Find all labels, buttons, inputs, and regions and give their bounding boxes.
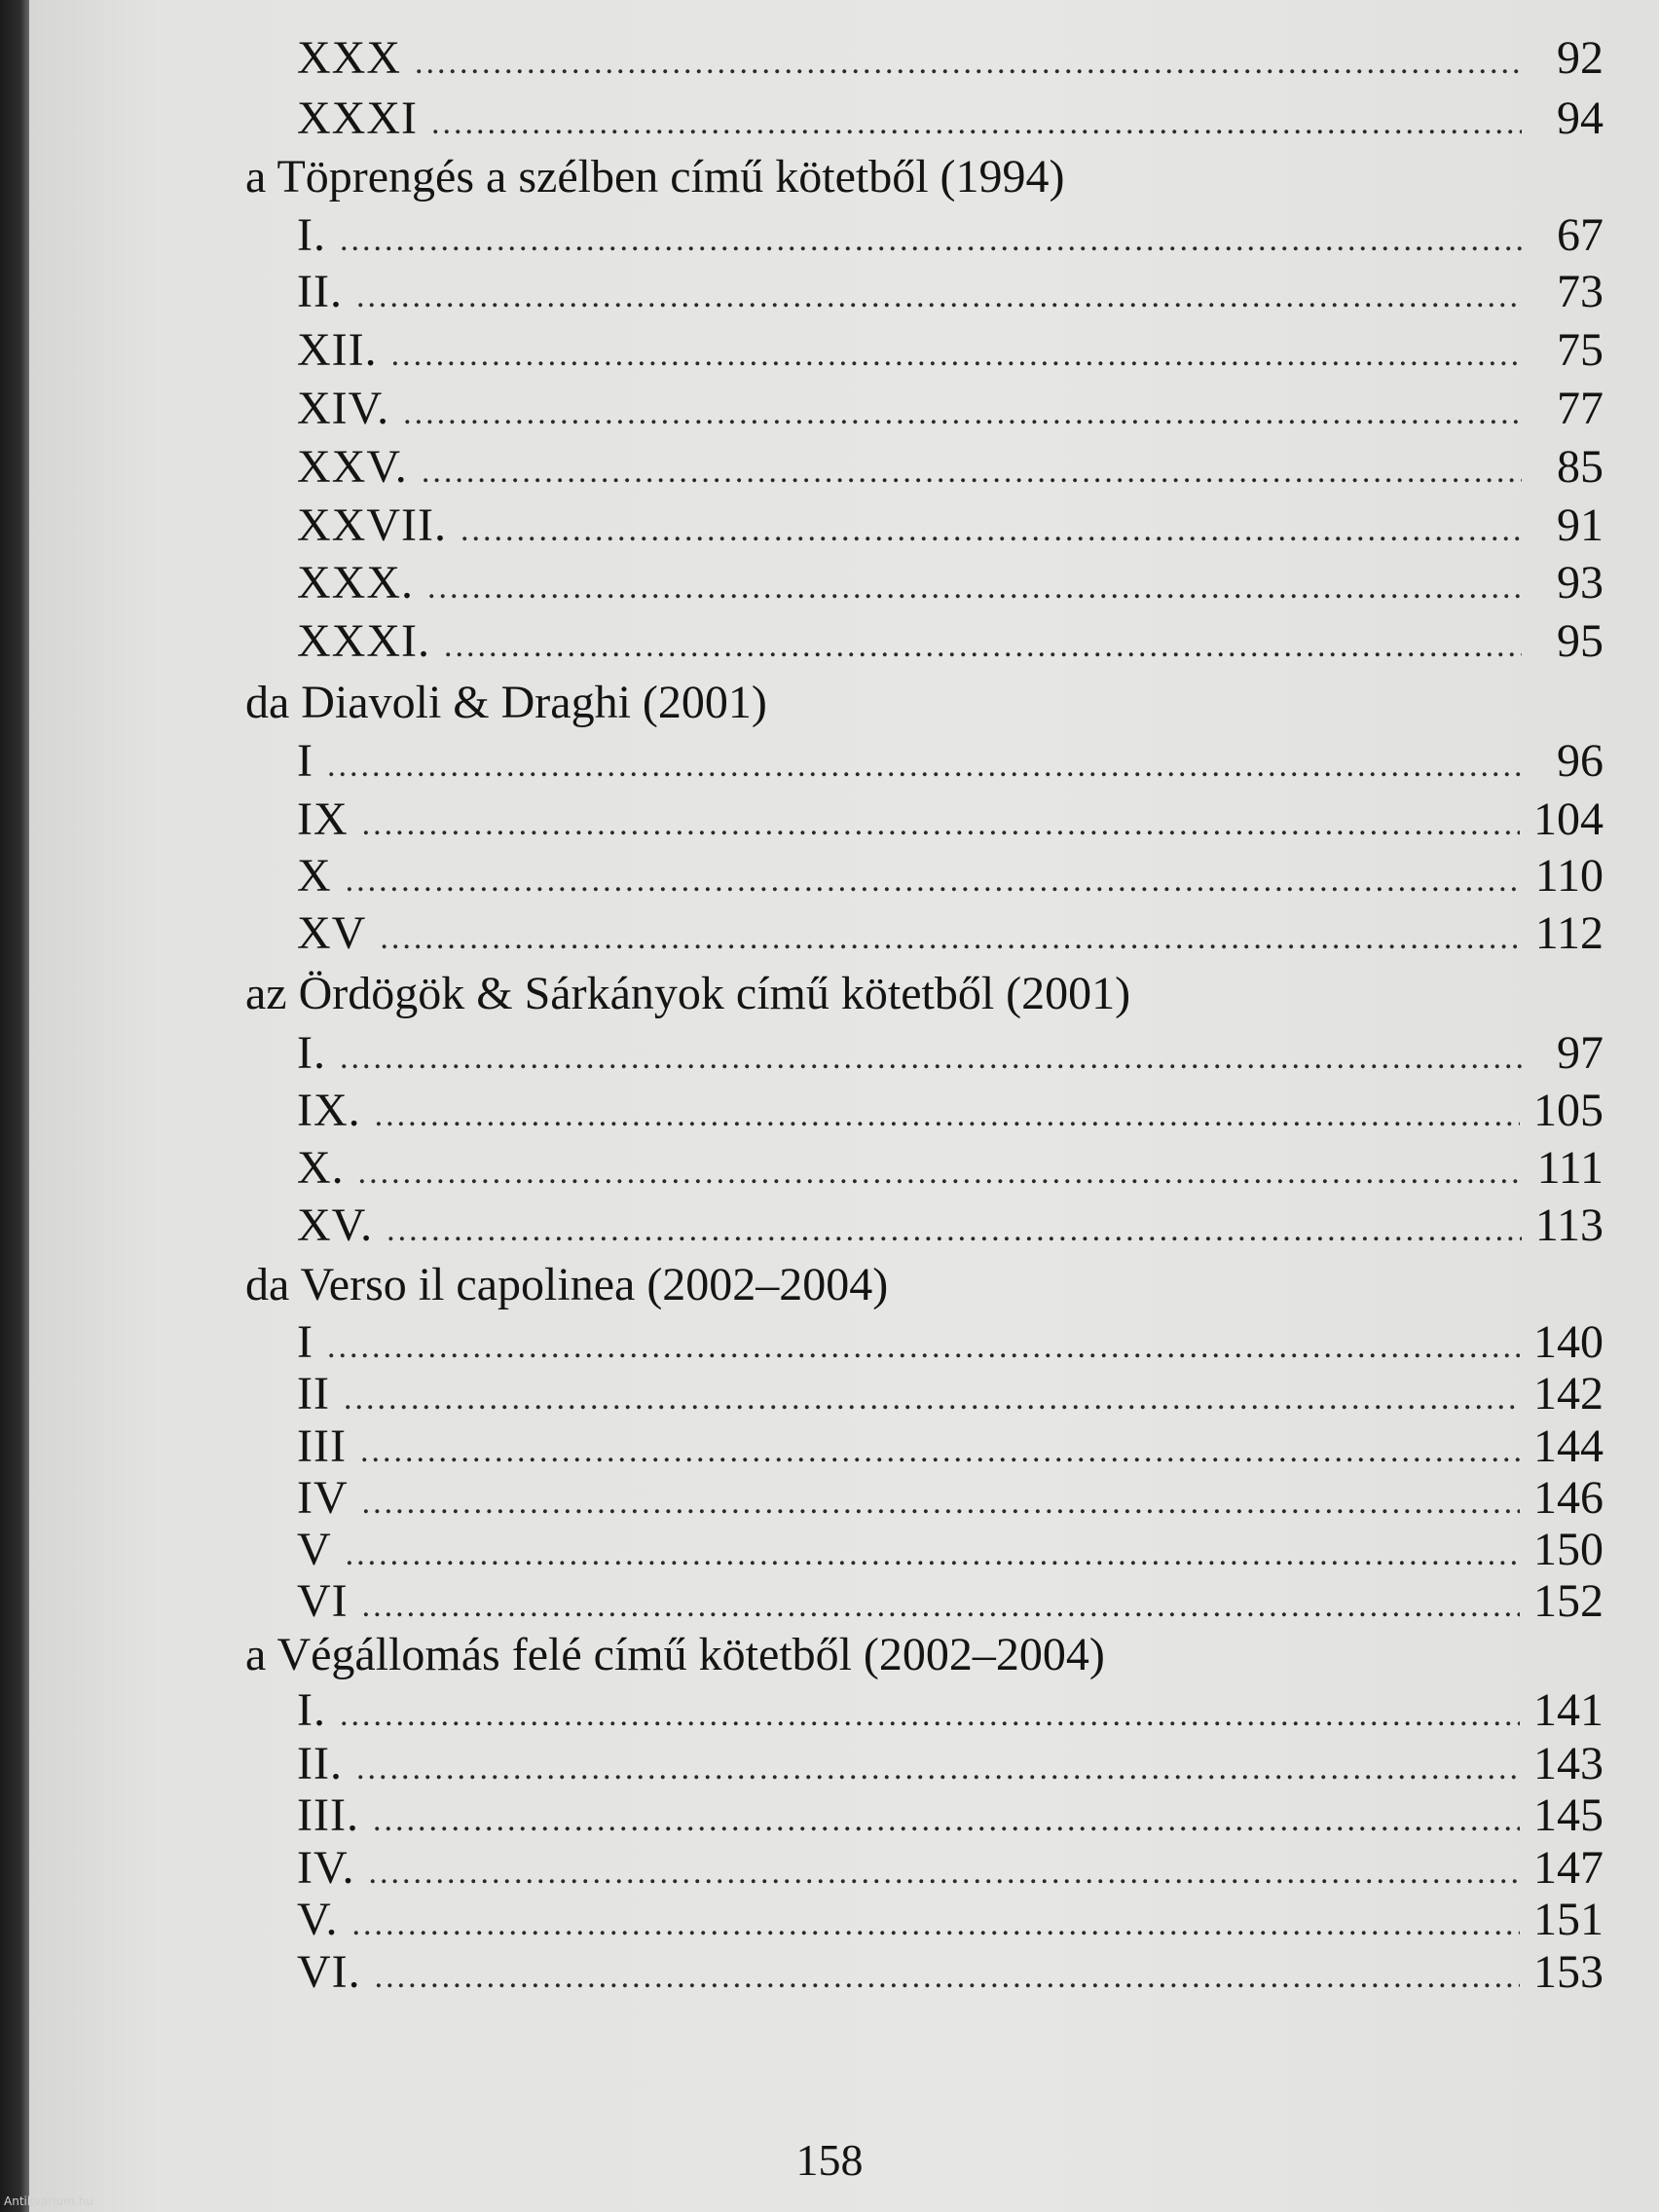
dot-leader (427, 561, 1522, 615)
toc-entry-label: XV. (297, 1199, 374, 1251)
toc-entry-page-number: 75 (1557, 324, 1604, 376)
dot-leader (327, 739, 1522, 793)
toc-entry (297, 1574, 1604, 1629)
toc-entry-label: XIV. (297, 383, 390, 434)
dot-leader (351, 1898, 1520, 1952)
toc-entry (297, 1367, 1604, 1421)
dot-leader (344, 1372, 1520, 1426)
toc-entry-page-number: 147 (1533, 1842, 1604, 1894)
toc-entry-label: I. (297, 1027, 326, 1079)
toc-entry-label: I (297, 1316, 313, 1368)
toc-entry-page-number: 91 (1557, 499, 1604, 551)
dot-leader (403, 387, 1522, 441)
dot-leader (415, 36, 1522, 91)
dot-leader (362, 797, 1520, 852)
dot-leader (391, 328, 1522, 383)
toc-entry-page-number: 85 (1557, 441, 1604, 493)
toc-section-heading: da Diavoli & Draghi (2001) (245, 677, 767, 728)
toc-entry (297, 1084, 1604, 1138)
toc-entry-label: XXXI. (297, 615, 430, 667)
toc-entry (297, 92, 1604, 146)
toc-entry (297, 1788, 1604, 1843)
toc-entry-page-number: 105 (1533, 1085, 1604, 1136)
toc-entry-page-number: 151 (1533, 1894, 1604, 1945)
toc-entry (297, 1141, 1604, 1196)
dot-leader (444, 619, 1522, 674)
toc-entry-label: I. (297, 1684, 326, 1736)
dot-leader (461, 503, 1522, 558)
toc-entry (297, 734, 1604, 789)
toc-entry-page-number: 153 (1533, 1946, 1604, 1998)
toc-entry (297, 265, 1604, 319)
toc-entry-page-number: 150 (1533, 1524, 1604, 1575)
toc-entry-page-number: 95 (1557, 615, 1604, 667)
toc-entry-page-number: 141 (1533, 1684, 1604, 1736)
toc-entry (297, 1198, 1604, 1253)
toc-entry-label: III (297, 1420, 347, 1472)
toc-entry (297, 1523, 1604, 1577)
toc-entry-label: II. (297, 1738, 343, 1789)
dot-leader (387, 1203, 1522, 1258)
toc-entry (297, 382, 1604, 436)
toc-entry-label: IV. (297, 1842, 355, 1894)
toc-entry-page-number: 142 (1533, 1368, 1604, 1419)
toc-entry-page-number: 112 (1534, 907, 1604, 959)
toc-entry-page-number: 77 (1557, 383, 1604, 434)
toc-entry-label: VI. (297, 1946, 361, 1998)
toc-section-heading: a Töprengés a szélben című kötetből (1994) (245, 151, 1065, 203)
toc-entry (297, 1683, 1604, 1738)
toc-entry-label: III. (297, 1789, 359, 1841)
dot-leader (375, 1088, 1520, 1143)
toc-entry-label: X. (297, 1142, 345, 1194)
dot-leader (431, 96, 1522, 151)
toc-entry-label: I (297, 735, 313, 787)
toc-entry-label: X (297, 850, 332, 902)
toc-entry-label: V. (297, 1894, 339, 1945)
toc-entry (297, 1315, 1604, 1370)
toc-entry (297, 556, 1604, 610)
toc-entry-label: I. (297, 209, 326, 261)
toc-entry (297, 1471, 1604, 1526)
toc-entry-page-number: 73 (1557, 266, 1604, 317)
toc-entry-label: XXXI (297, 92, 418, 144)
toc-entry-label: XXV. (297, 441, 408, 493)
toc-entry-page-number: 140 (1533, 1316, 1604, 1368)
toc-entry-label: XV (297, 907, 367, 959)
toc-entry-page-number: 97 (1557, 1027, 1604, 1079)
toc-entry-page-number: 96 (1557, 735, 1604, 787)
toc-section-heading: da Verso il capolinea (2002–2004) (245, 1259, 889, 1310)
toc-entry-label: XII. (297, 324, 378, 376)
dot-leader (362, 1579, 1520, 1634)
toc-entry (297, 1419, 1604, 1474)
toc-entry (297, 208, 1604, 263)
toc-entry-page-number: 146 (1533, 1472, 1604, 1524)
toc-entry (297, 793, 1604, 847)
toc-entry-label: IV (297, 1472, 349, 1524)
dot-leader (340, 1688, 1520, 1743)
dot-leader (346, 854, 1522, 908)
toc-section-heading: a Végállomás felé című kötetből (2002–2004) (245, 1629, 1105, 1680)
toc-entry-label: XXVII. (297, 499, 447, 551)
toc-entry-page-number: 104 (1533, 793, 1604, 845)
toc-entry-label: IX (297, 793, 349, 845)
toc-entry-page-number: 110 (1534, 850, 1604, 902)
watermark-logo: Antikvarium.hu (4, 2194, 93, 2208)
toc-entry-label: XXX (297, 32, 401, 84)
toc-entry-label: VI (297, 1575, 349, 1627)
toc-entry (297, 849, 1604, 903)
toc-entry (297, 614, 1604, 669)
toc-entry-page-number: 113 (1534, 1199, 1604, 1251)
dot-leader (356, 270, 1522, 324)
toc-entry-label: II. (297, 266, 343, 317)
page-number: 158 (795, 2135, 864, 2185)
toc-entry-page-number: 145 (1533, 1789, 1604, 1841)
toc-entry (297, 1026, 1604, 1081)
dot-leader (375, 1950, 1520, 2005)
toc-entry (297, 906, 1604, 961)
toc-entry (297, 31, 1604, 86)
toc-entry-label: IX. (297, 1085, 361, 1136)
toc-entry (297, 1737, 1604, 1791)
toc-entry-label: XXX. (297, 557, 414, 608)
dot-leader (380, 911, 1521, 966)
toc-entry (297, 498, 1604, 553)
toc-entry (297, 1841, 1604, 1896)
toc-entry-page-number: 92 (1557, 32, 1604, 84)
toc-entry (297, 1945, 1604, 2000)
toc-entry-page-number: 94 (1557, 92, 1604, 144)
dot-leader (340, 1031, 1522, 1086)
dot-leader (373, 1793, 1520, 1848)
dot-leader (340, 213, 1522, 268)
toc-entry-page-number: 93 (1557, 557, 1604, 608)
toc-entry (297, 440, 1604, 495)
dot-leader (422, 445, 1522, 499)
toc-entry (297, 1893, 1604, 1947)
toc-entry-label: II (297, 1368, 330, 1419)
dot-leader (358, 1146, 1522, 1200)
toc-entry-page-number: 67 (1557, 209, 1604, 261)
toc-entry-label: V (297, 1524, 332, 1575)
toc-entry (297, 323, 1604, 378)
toc-entry-page-number: 144 (1533, 1420, 1604, 1472)
toc-entry-page-number: 143 (1533, 1738, 1604, 1789)
toc-entry-page-number: 152 (1533, 1575, 1604, 1627)
toc-section-heading: az Ördögök & Sárkányok című kötetből (2001) (245, 968, 1131, 1019)
toc-entry-page-number: 111 (1536, 1142, 1604, 1194)
